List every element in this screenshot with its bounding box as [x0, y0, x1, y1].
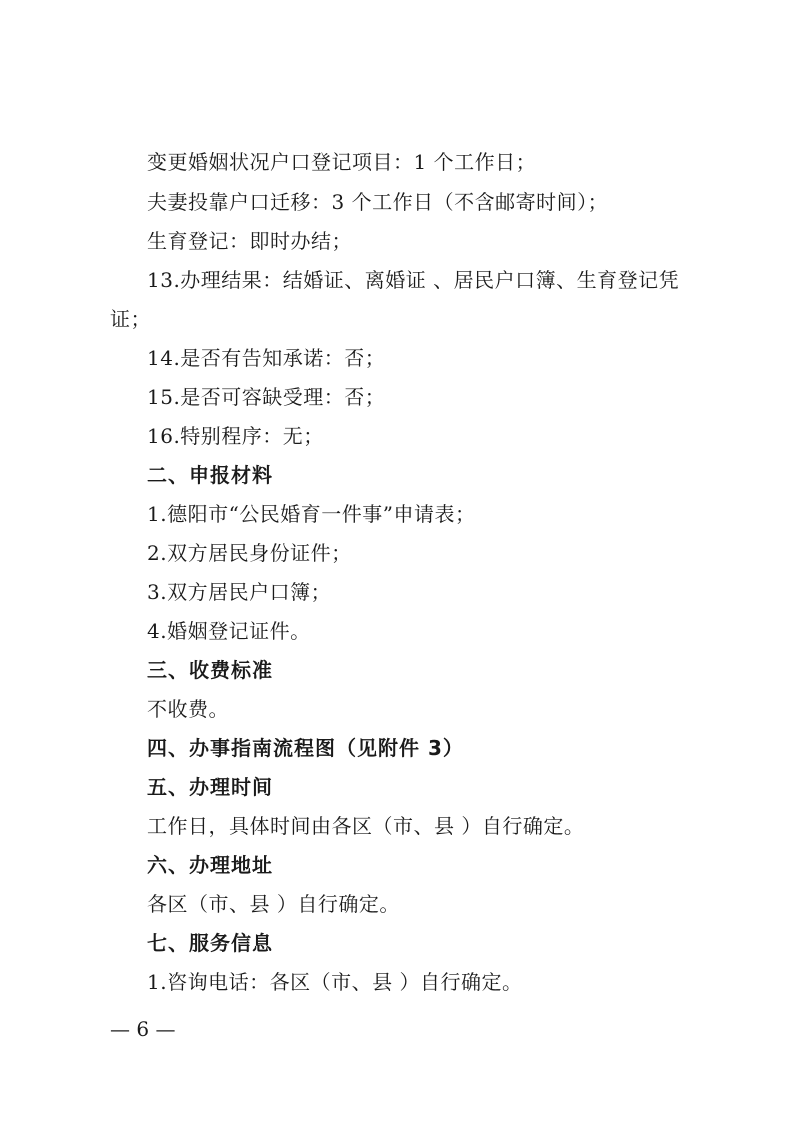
text-line: 15.是否可容缺受理：否；: [147, 385, 386, 409]
section-heading: 二、申报材料: [147, 463, 273, 487]
text-line: 14.是否有告知承诺：否；: [147, 346, 386, 370]
text-line: 1.咨询电话：各区（市、县 ）自行确定。: [147, 970, 523, 994]
text-line: 2.双方居民身份证件；: [147, 541, 352, 565]
section-heading: 六、办理地址: [147, 853, 273, 877]
text-line: 不收费。: [147, 697, 229, 721]
text-line: 13.办理结果：结婚证、离婚证 、居民户口簿、生育登记凭: [147, 268, 680, 292]
text-line: 生育登记：即时办结；: [147, 229, 352, 253]
text-line: 4.婚姻登记证件。: [147, 619, 311, 643]
text-line: 夫妻投靠户口迁移：3 个工作日（不含邮寄时间）；: [147, 190, 609, 214]
text-line: 工作日，具体时间由各区（市、县 ）自行确定。: [147, 814, 585, 838]
text-line: 3.双方居民户口簿；: [147, 580, 332, 604]
section-heading: 五、办理时间: [147, 775, 273, 799]
text-line: 1.德阳市“公民婚育一件事”申请表；: [147, 502, 476, 526]
section-heading: 四、办事指南流程图（见附件 3）: [147, 736, 464, 760]
text-line: 变更婚姻状况户口登记项目：1 个工作日；: [147, 150, 537, 174]
text-line: 证；: [110, 307, 151, 331]
section-heading: 三、收费标准: [147, 658, 273, 682]
section-heading: 七、服务信息: [147, 931, 273, 955]
text-line: 16.特别程序：无；: [147, 424, 324, 448]
page-number: — 6 —: [110, 1017, 176, 1041]
text-line: 各区（市、县 ）自行确定。: [147, 892, 400, 916]
